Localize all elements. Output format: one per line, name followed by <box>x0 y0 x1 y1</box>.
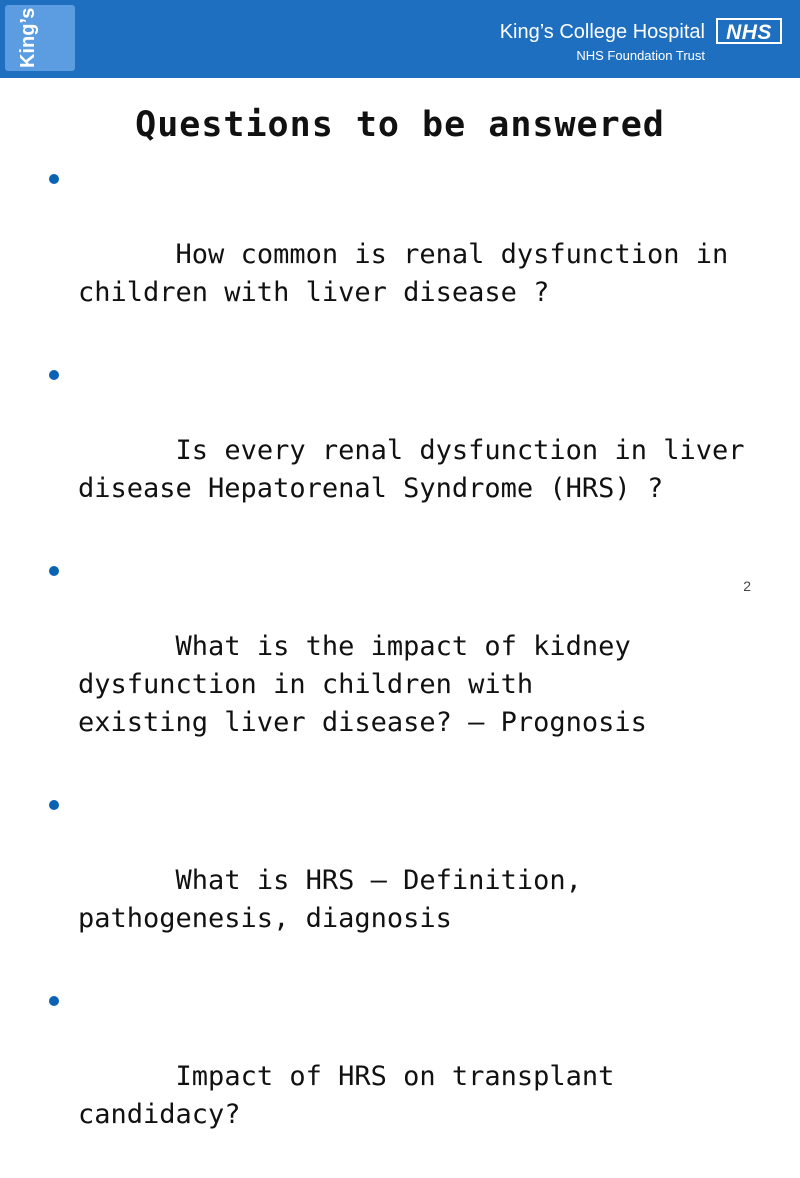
kings-logo <box>5 5 75 71</box>
bullet-dot-icon <box>49 370 59 380</box>
bullet-text: Impact of HRS on transplant candidacy? <box>78 1061 615 1130</box>
trust-name: NHS Foundation Trust <box>576 48 705 63</box>
list-item <box>40 982 770 1172</box>
list-item <box>40 160 770 350</box>
bullet-text: How common is renal dysfunction in children with liver disease ? <box>78 239 729 308</box>
list-item <box>40 552 770 780</box>
nhs-logo: NHS <box>716 18 782 44</box>
list-item <box>40 786 770 976</box>
bullet-text: What is the impact of kidney dysfunction in children with existing liver disease? – Prognosis <box>78 631 647 738</box>
slide-title: Questions to be answered <box>135 105 665 145</box>
bullet-dot-icon <box>49 174 59 184</box>
bullet-dot-icon <box>49 800 59 810</box>
page-number: 2 <box>743 578 751 594</box>
bullet-dot-icon <box>49 996 59 1006</box>
list-item <box>40 356 770 546</box>
bullet-dot-icon <box>49 566 59 576</box>
logo-text: King’s <box>17 7 39 68</box>
hospital-name: King’s College Hospital <box>499 21 705 43</box>
header-banner <box>0 0 800 78</box>
bullet-text: What is HRS – Definition, pathogenesis, diagnosis <box>78 865 582 934</box>
bullet-text: Is every renal dysfunction in liver disease Hepatorenal Syndrome (HRS) ? <box>78 435 745 504</box>
question-list <box>40 160 770 1178</box>
